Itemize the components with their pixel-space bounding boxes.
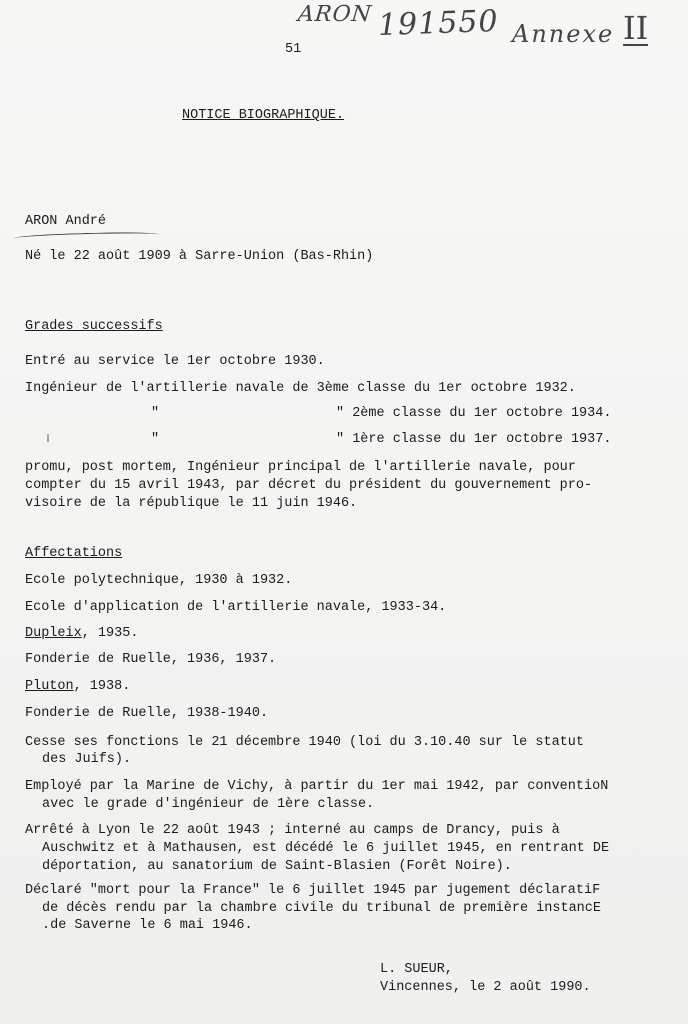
rank-line: " 1ère classe du 1er octobre 1937. (336, 432, 612, 447)
posting-line: Ecole d'application de l'artillerie navale, 1933-34. (25, 600, 447, 615)
paragraph-line: déportation, au sanatorium de Saint-Blasien (Forêt Noire). (42, 859, 512, 874)
person-name: ARON André (25, 214, 107, 229)
posting-line: Ecole polytechnique, 1930 à 1932. (25, 573, 293, 588)
posting-line (25, 626, 138, 642)
ditto-mark: " (151, 432, 160, 447)
promotion-line: visoire de la république le 11 juin 1946. (25, 496, 358, 511)
service-entry-line: Entré au service le 1er octobre 1930. (25, 354, 325, 369)
rank-line: " 2ème classe du 1er octobre 1934. (336, 406, 612, 421)
scan-mark (47, 434, 49, 442)
posting-year: , 1935. (81, 626, 139, 641)
signatory-name: L. SUEUR, (380, 962, 453, 977)
ditto-mark: " (151, 406, 160, 421)
handwritten-annex-label: Annexe (512, 20, 615, 48)
grades-heading: Grades successifs (25, 319, 163, 334)
name-underline-stroke (14, 231, 159, 242)
rank-line: Ingénieur de l'artillerie navale de 3ème classe du 1er octobre 1932. (25, 381, 576, 396)
signature-place-date: Vincennes, le 2 août 1990. (380, 980, 591, 995)
handwritten-file-number: 191550 (377, 3, 500, 44)
paragraph-line: .de Saverne le 6 mai 1946. (42, 918, 253, 933)
paragraph-line: Cesse ses fonctions le 21 décembre 1940 (loi du 3.10.40 sur le statut (25, 735, 584, 750)
paragraph-line: Employé par la Marine de Vichy, à partir du 1er mai 1942, par conventioN (25, 779, 609, 794)
document-title: NOTICE BIOGRAPHIQUE. (182, 108, 345, 123)
paragraph-line: Déclaré "mort pour la France" le 6 juillet 1945 par jugement déclaratiF (25, 883, 601, 898)
paragraph-line: des Juifs). (42, 752, 132, 767)
posting-line: Fonderie de Ruelle, 1938-1940. (25, 706, 269, 721)
paragraph-line: Auschwitz et à Mathausen, est décédé le 6 juillet 1945, en rentrant DE (42, 841, 610, 856)
birth-line: Né le 22 août 1909 à Sarre-Union (Bas-Rhin) (25, 249, 374, 264)
paragraph-line: de décès rendu par la chambre civile du tribunal de première instancE (42, 901, 601, 916)
paragraph-line: Arrêté à Lyon le 22 août 1943 ; interné au camps de Drancy, puis à (25, 823, 560, 838)
paragraph-line: avec le grade d'ingénieur de 1ère classe. (42, 797, 375, 812)
posting-year: , 1938. (73, 679, 131, 694)
ship-name: Pluton (25, 679, 74, 694)
posting-line: Fonderie de Ruelle, 1936, 1937. (25, 652, 277, 667)
handwritten-annex-number: II (623, 9, 649, 47)
handwritten-name: ARON (296, 2, 374, 27)
page-number: 51 (285, 42, 302, 57)
ship-name: Dupleix (25, 626, 82, 641)
promotion-line: promu, post mortem, Ingénieur principal de l'artillerie navale, pour (25, 460, 576, 475)
posting-line (25, 679, 130, 695)
promotion-line: compter du 15 avril 1943, par décret du président du gouvernement pro- (25, 478, 593, 493)
affectations-heading: Affectations (25, 546, 123, 561)
